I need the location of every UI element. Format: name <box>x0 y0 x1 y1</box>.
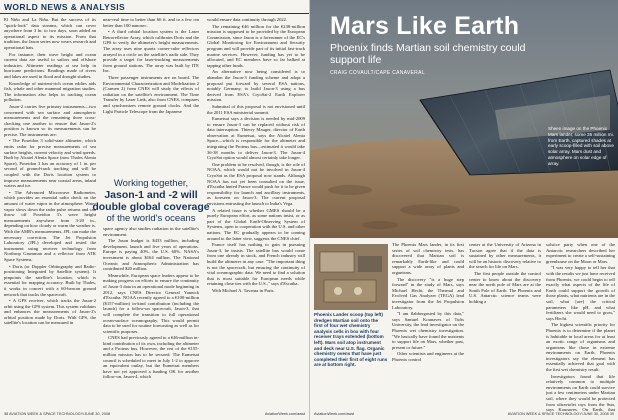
paragraph: Other scientists and engineers at the Phoenix control <box>392 351 464 362</box>
paragraph: • The Advanced Microwave Radiometer, which provides an essential radio check on the amount of water vapor in the atmosphere. Water vapor slows down the radar pulse returns and can throw off Poseidon 3's wave height measurements anywhere from 3-20 in., depending on how cloudy or warm the weather is. With the AMR's measurements, JPL can make the necessary correction. The Jet Propulsion Laboratory (JPL) developed and tested the instrument using receiver technology from Northrop Grumman and a reflector from ATK Space Systems. <box>4 189 96 262</box>
left-column-1 <box>4 17 96 411</box>
folio: 38 AVIATION WEEK & SPACE TECHNOLOGY/JUNE 30, 2008 <box>4 412 111 416</box>
article-deck: Phoenix finds Martian soil chemistry could support life <box>330 42 526 66</box>
paragraph: center at the University of Arizona in Tucson agree that if the data is sustained by other measurements, it will be an historic discovery relative to the search for life on Mars. <box>469 242 541 270</box>
right-column-3 <box>546 242 615 412</box>
paragraph: • The Poseidon 3 solid-state altimeter, which emits radar for precise measurements of sea surface heights, current velocity and wind speeds. Built by Alcatel Alenia Space (now Thales Alenia Space), Poseidon 3 has an accuracy of 1 in. per second of ground-track tracking and will be coupled with the Doris location system to improve measurements near coastal areas, inland waters and ice. <box>4 138 96 189</box>
paragraph: With Michael A. Taverna in Paris. <box>212 287 275 293</box>
paragraph: space agency also studies radiation in the satellite's environment. <box>103 226 199 237</box>
paragraph: Three passenger instruments are on board. The Environmental Characterization and Modelization 2 (Carmen 2) from CNES will study the effects of radiation on the satellite's environment. The Time Transfer by Laser Link, also from CNES, compares and synchronizes remote ground clocks. And the Light Particle Telescope from the Japanese <box>103 74 199 114</box>
paragraph: CNES had previously agreed to a €46-million in-kind contribution of its own, including the altimeter and a Proteus bus. However, the rest of the €155-million mission has to be secured. The Eumetsat council is scheduled to meet in July 1-2 to approve an equivalent outlay, but the Eumetsat members have not yet approved a funding OK for another follow-on, Jason-4, which <box>103 335 199 380</box>
paragraph: For instance, their wave height and ocean current data are useful to sailors and offshore industries. Altimeter readings at sea help in hurricane predictions. Readings made of rivers and lakes are used in flood and drought studies. <box>4 51 96 79</box>
paragraph: "I was very happy to tell her that with the results we just have received from Phoenix, we could begin to tell exactly what aspects of the life of Earth could support the growth of those plants, what nutrients are in the soil, what [are] the critical parameters like pH, and what fertilizers she would need to grow," says Hecht. <box>546 265 615 321</box>
paragraph: • A GPS receiver, which tracks the Jason-2 orbit using the GPS system. This system validates and enhances the measurements of Jason-2's orbital position made by Doris. With GPS, the satellite's location can be measured in <box>4 298 96 326</box>
photo-caption: Phoenix Lander scoop (top left) dredges Martian soil onto the first of four wet chemistry analysis cells in box with four receiver trays extended (bottom left). Mars soil atop instrument and deck near U.S. flag. Organic chemistry ovens that have just completed their first of eight runs are at bottom right. <box>314 312 388 368</box>
paragraph: The Phoenix Mars lander, in its first series of soil chemistry tests, has discovered that Martian soil is remarkably Earth-like and could support a wide array of plants and organisms. <box>392 242 464 275</box>
folio: AVIATION WEEK & SPACE TECHNOLOGY/JUNE 30, 2008 39 <box>507 412 614 416</box>
paragraph: solstice party when one of the Antarctic researchers described her experiment to create a self-sustaining greenhouse on the Moon or Mars. <box>546 242 615 264</box>
hero-photo <box>310 0 618 238</box>
paragraph: near-real time to better than 66 ft. and to a few cm better than 100 nanosec. <box>103 17 199 28</box>
hero-caption: Sheen image on the Phoenix Mars lander, some 35 million mi. from Earth, captured shades at early scoop-filled with soil above solar array. Mars dust and atmosphere on solar edge of array. <box>548 126 614 166</box>
folio-url: AviationWeek.com/awst <box>264 412 305 416</box>
paragraph: One problem to be resolved, though, is the role of NOAA, which would not be involved in Jason-4 CryoSat as the ESA proposal now stands. Although NOAA has not yet been consulted on the issue, d'Escatha hinted France would push for it to be given responsibility for launch and ancillary instruments, as foreseen on Jason-3. The current proposal envisions entrusting the launch to India's Vega. <box>207 161 305 206</box>
paragraph: The first people outside the control center to know about the discovery near the north pole of Mars are at the South Pole of Earth. The Phoenix and U.S. Antarctic science teams were holding a <box>469 270 541 304</box>
paragraph: El Niño and La Niña. But the success of its "quick-look" data streams, which can cover anywhere from 3 hr. to two days, soon added an operational aspect to its mission. From that tradition, the Jason series now wears research and operational hats. <box>4 17 96 50</box>
paragraph: Submittal of this proposal is not envisioned until the 2011 ESA ministerial summit. <box>207 103 305 115</box>
section-rule <box>0 13 309 14</box>
left-column-3 <box>207 17 305 411</box>
pull-quote <box>88 178 214 224</box>
inset-photo <box>314 244 388 310</box>
paragraph: Eumetsat says a decision is needed by mid-2009 to ensure Jason-3 can be replaced without risk of data interruption. Thierry Mauger, director of Earth observation at Eumetsat, says the Alcatel Alenia Space—which is responsible for the altimeter and integrating the Proteus bus—estimated it would take 36-38 months to deliver Jason-3. The Jason-4 CryoSat option would almost certainly take longer. <box>207 116 305 161</box>
paragraph: Investigators found that life relatively common to multiple environments on Earth could survive just a few centimeters under Martian soil, where they would be protected from ultraviolet rays from the Sun, says Kounaves. On Earth, that <box>546 373 615 412</box>
left-column-2-top <box>103 17 199 169</box>
pull-quote-line-3: of the world's oceans <box>106 213 196 224</box>
byline: CRAIG COVAULT/CAPE CANAVERAL <box>330 70 425 76</box>
paragraph: France itself has nothing to gain in pursuing Jason-3, he insists. The satellite bus would come from one already in stock, and French industry will build the altimeter in any case. "The important thing is not the spacecraft, but ensuring the continuity of vital oceanographic data. We need to find a solution that is most suitable for European needs while retaining close ties with the U.S.," says d'Escatha. <box>207 242 305 287</box>
paragraph: would ensure data continuity through 2022. <box>207 17 288 22</box>
paragraph: Knowledge of nutrient-rich ocean eddies aids fish, whale and other mammal migration studies. The information also helps in tracking ocean pollution. <box>4 80 96 103</box>
left-column-2-bottom <box>103 226 199 411</box>
paragraph: The Jason budget is $433 million, including development, launch and five years of operations. Europe is paying 40%, the U.S. 60%. NASA's investment is about $164 million. The National Oceanic and Atmospheric Administration has contributed $20 million. <box>103 238 199 272</box>
paragraph: "I am flabbergasted by this data," says Samuel Kounaves of Tufts University, the lead investigator on the Phoenix wet chemistry investigation. "We basically have found the nutrients to support life on Mars, whether past, present or future." <box>392 311 464 350</box>
right-page <box>309 0 618 420</box>
paragraph: The discovery "is a huge step forward" in the study of Mars, says Michael Hecht, the Thermal and Evolved Gas Analyzer (TEGA) lead investigator from the Jet Propulsion Laboratory. <box>392 276 464 310</box>
folio-url: AviationWeek.com/awst <box>314 412 355 416</box>
pull-quote-line-1: Working together, <box>113 178 189 189</box>
paragraph: • A third orbital location system is the Laser Retroreflector Array, which calibrates Doris and the GPS to verify the altimeter's height measurements. The array uses nine quartz corner-cube reflectors arrayed in a circle on the satellite's nadir side. They provide a target for laser-tracking measurements from ground stations. The array was built by ITE Inc. <box>103 29 199 74</box>
pull-quote-line-2: Jason-1 and -2 will double global coverage <box>92 189 210 213</box>
right-column-1 <box>392 242 464 412</box>
paragraph: The highest scientific priority for Phoenix is to determine if the planet is habitable in local areas for at least an exotic range of organisms and organisms like those in extreme environments on Earth. Phoenix investigators say the element has essentially achieved that goal with the first wet chemistry result. <box>546 322 615 373</box>
section-head: WORLD NEWS & ANALYSIS <box>4 2 126 12</box>
paragraph: An alternative now being considered is to abandon the Jason-3 funding scheme and adopt a proposal put forward by several ESA nations, notably Germany, to build Jason-3 using a bus derived from ESA's CryoSat-2 Earth Explorer mission. <box>207 69 305 103</box>
paragraph: The remaining €46 million for the €238-million mission is supposed to be provided by the European Commission, since Jason is a forerunner of the EC's Global Monitoring for Environment and Security program and will provide part of its initial fast-track marine services. However, funding has yet to be allocated, and EC members have so far balked at tapping other funds. <box>207 23 305 68</box>
right-column-2 <box>469 242 541 412</box>
paragraph: • Doris (or Doppler Orbitography and Radio-positioning Integrated by Satellite system). It pinpoints the satellite's location, which is essential for mapping accuracy. Built by Thales, it works in concert with a 60-beacon ground network that tracks the spacecraft. <box>4 263 96 297</box>
paragraph: A related issue is whether GMES should be a purely European effort, as some nations insist, or as part of the Global Earth-Observing System of Systems, open to cooperation with the U.S. and other nations. The EC gradually appears to be coming around to the latter view, suggests the CNES chief. <box>207 207 305 241</box>
article-title: Mars Like Earth <box>330 12 520 40</box>
paragraph: Meanwhile, European space leaders appear to be making progress on efforts to ensure the continuity of Jason-3 data in an operational mode beginning in 2012, says CNES Director General Yannick d'Escatha. NOAA recently agreed to a €100-million ($157-million) in-kind contribution (including the launch) for a follow-on spacecraft, Jason-3, that will complete the transition to full operational ocean-surface oceanography. This would permit data to be used for routine forecasting as well as for scientific purposes. <box>103 272 199 334</box>
paragraph: Jason-2 carries five primary instruments—two concerned with sea surface and atmospheric measurements and the remaining three cross-checking one another to ensure that Jason-2's position is known so its measurements can be precise. The instruments are: <box>4 103 96 137</box>
